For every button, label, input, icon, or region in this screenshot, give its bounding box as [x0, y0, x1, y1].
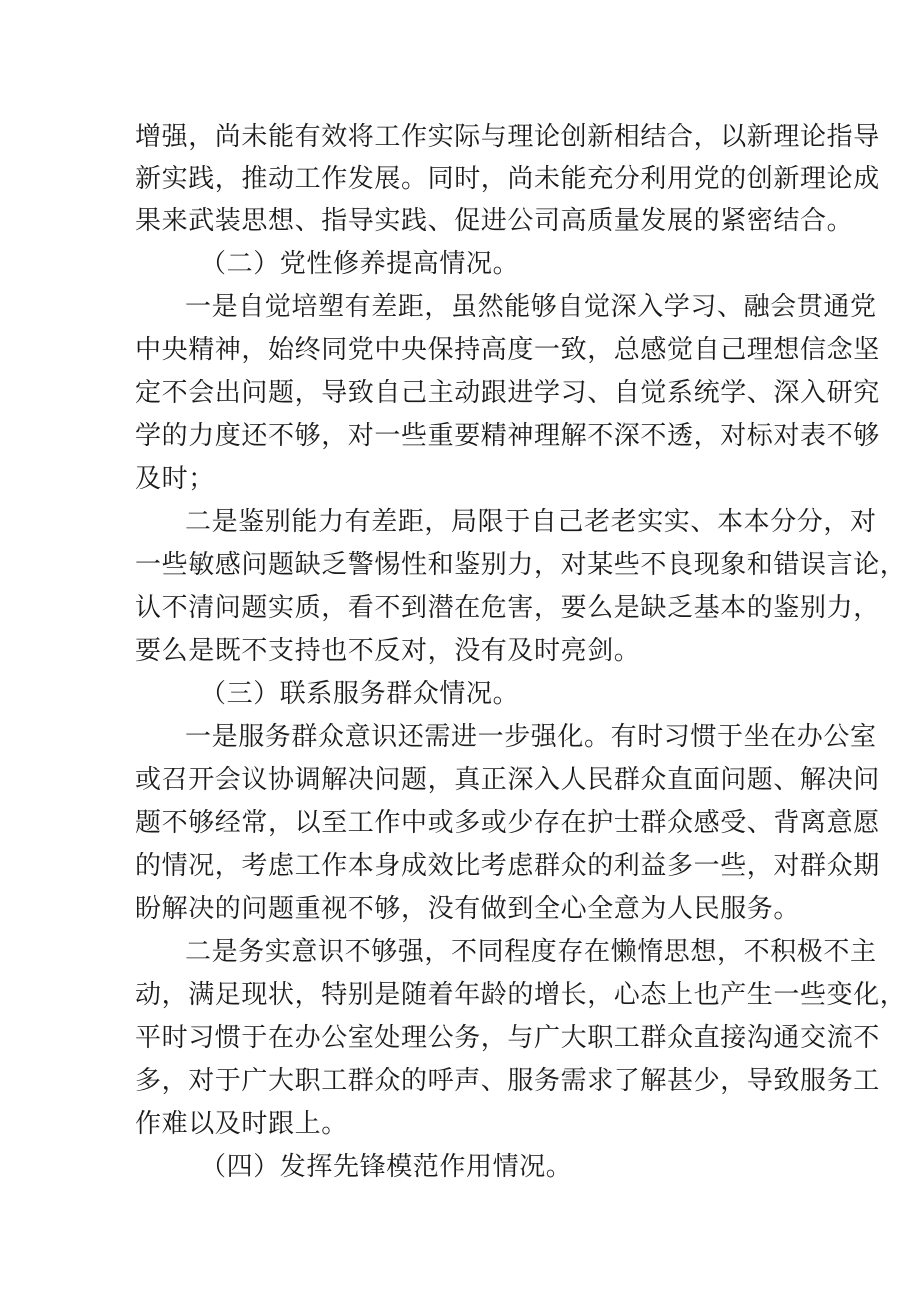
text-line: 定不会出问题，导致自己主动跟进学习、自觉系统学、深入研究 [135, 378, 880, 408]
text-line: 新实践，推动工作发展。同时，尚未能充分利用党的创新理论成 [135, 164, 880, 194]
text-line: 动，满足现状，特别是随着年龄的增长，心态上也产生一些变化， [135, 980, 907, 1010]
text-line: 二是鉴别能力有差距，局限于自己老老实实、本本分分，对 [185, 507, 877, 537]
section-heading-2: （二）党性修养提高情况。 [200, 249, 520, 279]
text-line: 增强，尚未能有效将工作实际与理论创新相结合，以新理论指导 [135, 122, 880, 152]
text-line: 学的力度还不够，对一些重要精神理解不深不透，对标对表不够 [135, 421, 880, 451]
text-line: 平时习惯于在办公室处理公务，与广大职工群众直接沟通交流不 [135, 1023, 880, 1053]
section-heading-4: （四）发挥先锋模范作用情况。 [200, 1152, 573, 1182]
text-line: 果来武装思想、指导实践、促进公司高质量发展的紧密结合。 [135, 206, 854, 236]
text-line: 题不够经常，以至工作中或多或少存在护士群众感受、背离意愿 [135, 808, 880, 838]
section-heading-3: （三）联系服务群众情况。 [200, 679, 520, 709]
text-line: 多，对于广大职工群众的呼声、服务需求了解甚少，导致服务工 [135, 1066, 880, 1096]
text-line: 认不清问题实质，看不到潜在危害，要么是缺乏基本的鉴别力， [135, 593, 880, 623]
text-line: 要么是既不支持也不反对，没有及时亮剑。 [135, 636, 641, 666]
text-line: 二是务实意识不够强，不同程度存在懒惰思想，不积极不主 [185, 937, 877, 967]
text-line: 盼解决的问题重视不够，没有做到全心全意为人民服务。 [135, 894, 801, 924]
text-line: 一是服务群众意识还需进一步强化。有时习惯于坐在办公室 [185, 722, 877, 752]
text-line: 一些敏感问题缺乏警惕性和鉴别力，对某些不良现象和错误言论， [135, 550, 907, 580]
text-line: 或召开会议协调解决问题，真正深入人民群众直面问题、解决问 [135, 765, 880, 795]
text-line: 一是自觉培塑有差距，虽然能够自觉深入学习、融会贯通党 [185, 292, 877, 322]
text-line: 及时； [135, 464, 215, 494]
text-line: 中央精神，始终同党中央保持高度一致，总感觉自己理想信念坚 [135, 335, 880, 365]
text-line: 作难以及时跟上。 [135, 1109, 348, 1139]
text-line: 的情况，考虑工作本身成效比考虑群众的利益多一些，对群众期 [135, 851, 880, 881]
